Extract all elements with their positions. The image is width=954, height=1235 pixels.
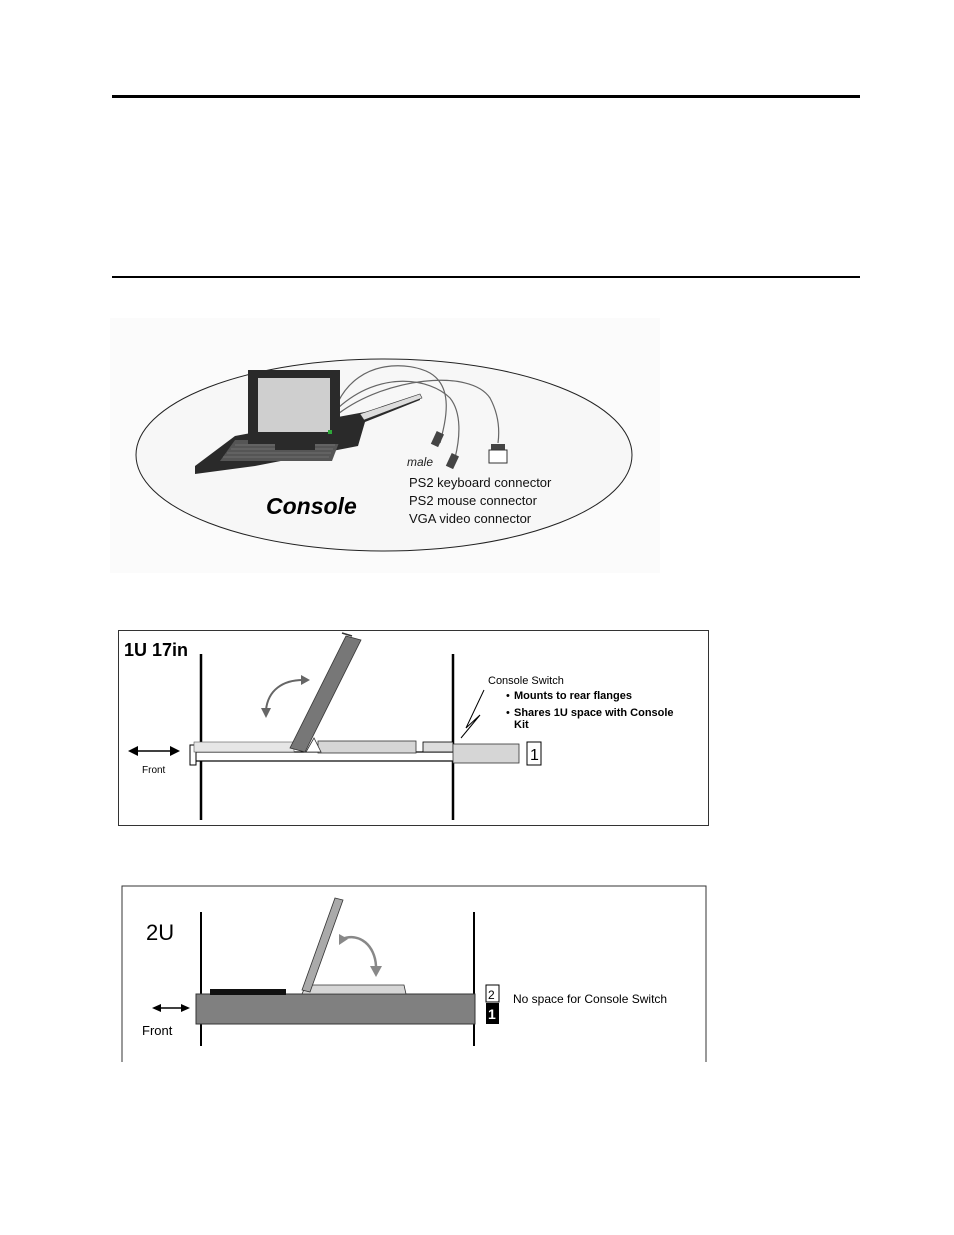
console-figure [110, 318, 660, 573]
1u-bullet-2a: Shares 1U space with Console [514, 707, 674, 719]
svg-text:•: • [506, 707, 510, 719]
male-label: male [407, 455, 434, 469]
2u-figure [120, 884, 708, 1064]
2u-front-label: Front [142, 1023, 173, 1038]
1u-bullet-2b: Kit [514, 719, 529, 731]
2u-unit-number-top: 2 [488, 988, 495, 1002]
section-rule [112, 276, 860, 278]
1u-bullet-1: Mounts to rear flanges [514, 690, 632, 702]
svg-text:•: • [506, 690, 510, 702]
2u-note: No space for Console Switch [513, 992, 668, 1006]
1u-title: 1U 17in [124, 640, 189, 660]
1u-front-label: Front [142, 765, 166, 776]
2u-chassis [196, 994, 475, 1024]
vga-connector-icon [489, 444, 507, 463]
monitor-icon [248, 370, 340, 450]
2u-unit-number-bottom: 1 [488, 1006, 496, 1022]
console-title: Console [266, 493, 357, 519]
connector-label-vga: VGA video connector [409, 511, 532, 526]
connector-label-mouse: PS2 mouse connector [409, 493, 537, 508]
2u-title: 2U [146, 920, 175, 945]
connector-label-keyboard: PS2 keyboard connector [409, 475, 552, 490]
1u-unit-number: 1 [530, 747, 539, 764]
header-rule [112, 95, 860, 98]
1u-switch-title: Console Switch [488, 675, 564, 687]
console-switch-box [453, 744, 519, 763]
1u-figure [118, 630, 709, 826]
